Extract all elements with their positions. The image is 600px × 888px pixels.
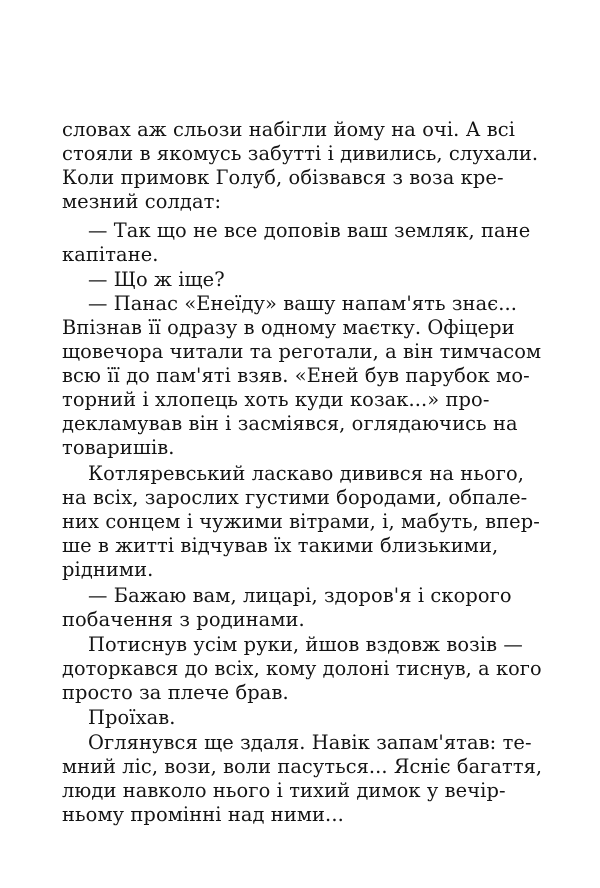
- text-line: словах аж сльози набігли йому на очі. А всі: [62, 118, 516, 141]
- text-line: — Що ж іще?: [88, 268, 225, 291]
- text-line: декламував він і засміявся, оглядаючись на: [62, 412, 518, 435]
- text-line: Впізнав її одразу в одному маєтку. Офіцери: [62, 316, 515, 339]
- text-line: ньому промінні над ними...: [62, 803, 344, 826]
- text-line: рідними.: [62, 558, 154, 581]
- text-line: ше в житті відчував їх такими близькими,: [62, 534, 499, 557]
- text-line: Потиснув усім руки, йшов вздовж возів —: [88, 633, 523, 656]
- text-line: стояли в якомусь забутті і дивились, слухали.: [62, 142, 539, 165]
- text-line: торний і хлопець хоть куди козак...» про-: [62, 388, 490, 411]
- text-line: капітане.: [62, 243, 159, 266]
- text-line: — Панас «Енеїду» вашу напам'ять знає...: [88, 292, 517, 315]
- text-line: Котляревський ласкаво дивився на нього,: [88, 462, 525, 485]
- text-line: просто за плече брав.: [62, 681, 289, 704]
- text-line: Коли примовк Голуб, обізвався з воза кре-: [62, 166, 504, 189]
- text-line: мезний солдат:: [62, 190, 222, 213]
- text-line: доторкався до всіх, кому долоні тиснув, а кого: [62, 657, 542, 680]
- text-line: всю її до пам'яті взяв. «Еней був парубок мо-: [62, 364, 530, 387]
- text-line: — Бажаю вам, лицарі, здоров'я і скорого: [88, 584, 512, 607]
- text-line: на всіх, зарослих густими бородами, обпале-: [62, 486, 528, 509]
- text-line: них сонцем і чужими вітрами, і, мабуть, впер-: [62, 510, 540, 533]
- text-line: — Так що не все доповів ваш земляк, пане: [88, 219, 531, 242]
- text-line: товаришів.: [62, 436, 175, 459]
- text-line: щовечора читали та реготали, а він тимчасом: [62, 340, 542, 363]
- text-line: Проїхав.: [88, 706, 176, 729]
- text-line: Оглянувся ще здаля. Навік запам'ятав: те-: [88, 731, 532, 754]
- text-line: побачення з родинами.: [62, 608, 305, 631]
- text-line: люди навколо нього і тихий димок у вечір-: [62, 779, 506, 802]
- text-line: мний ліс, вози, воли пасуться... Ясніє багаття,: [62, 755, 543, 778]
